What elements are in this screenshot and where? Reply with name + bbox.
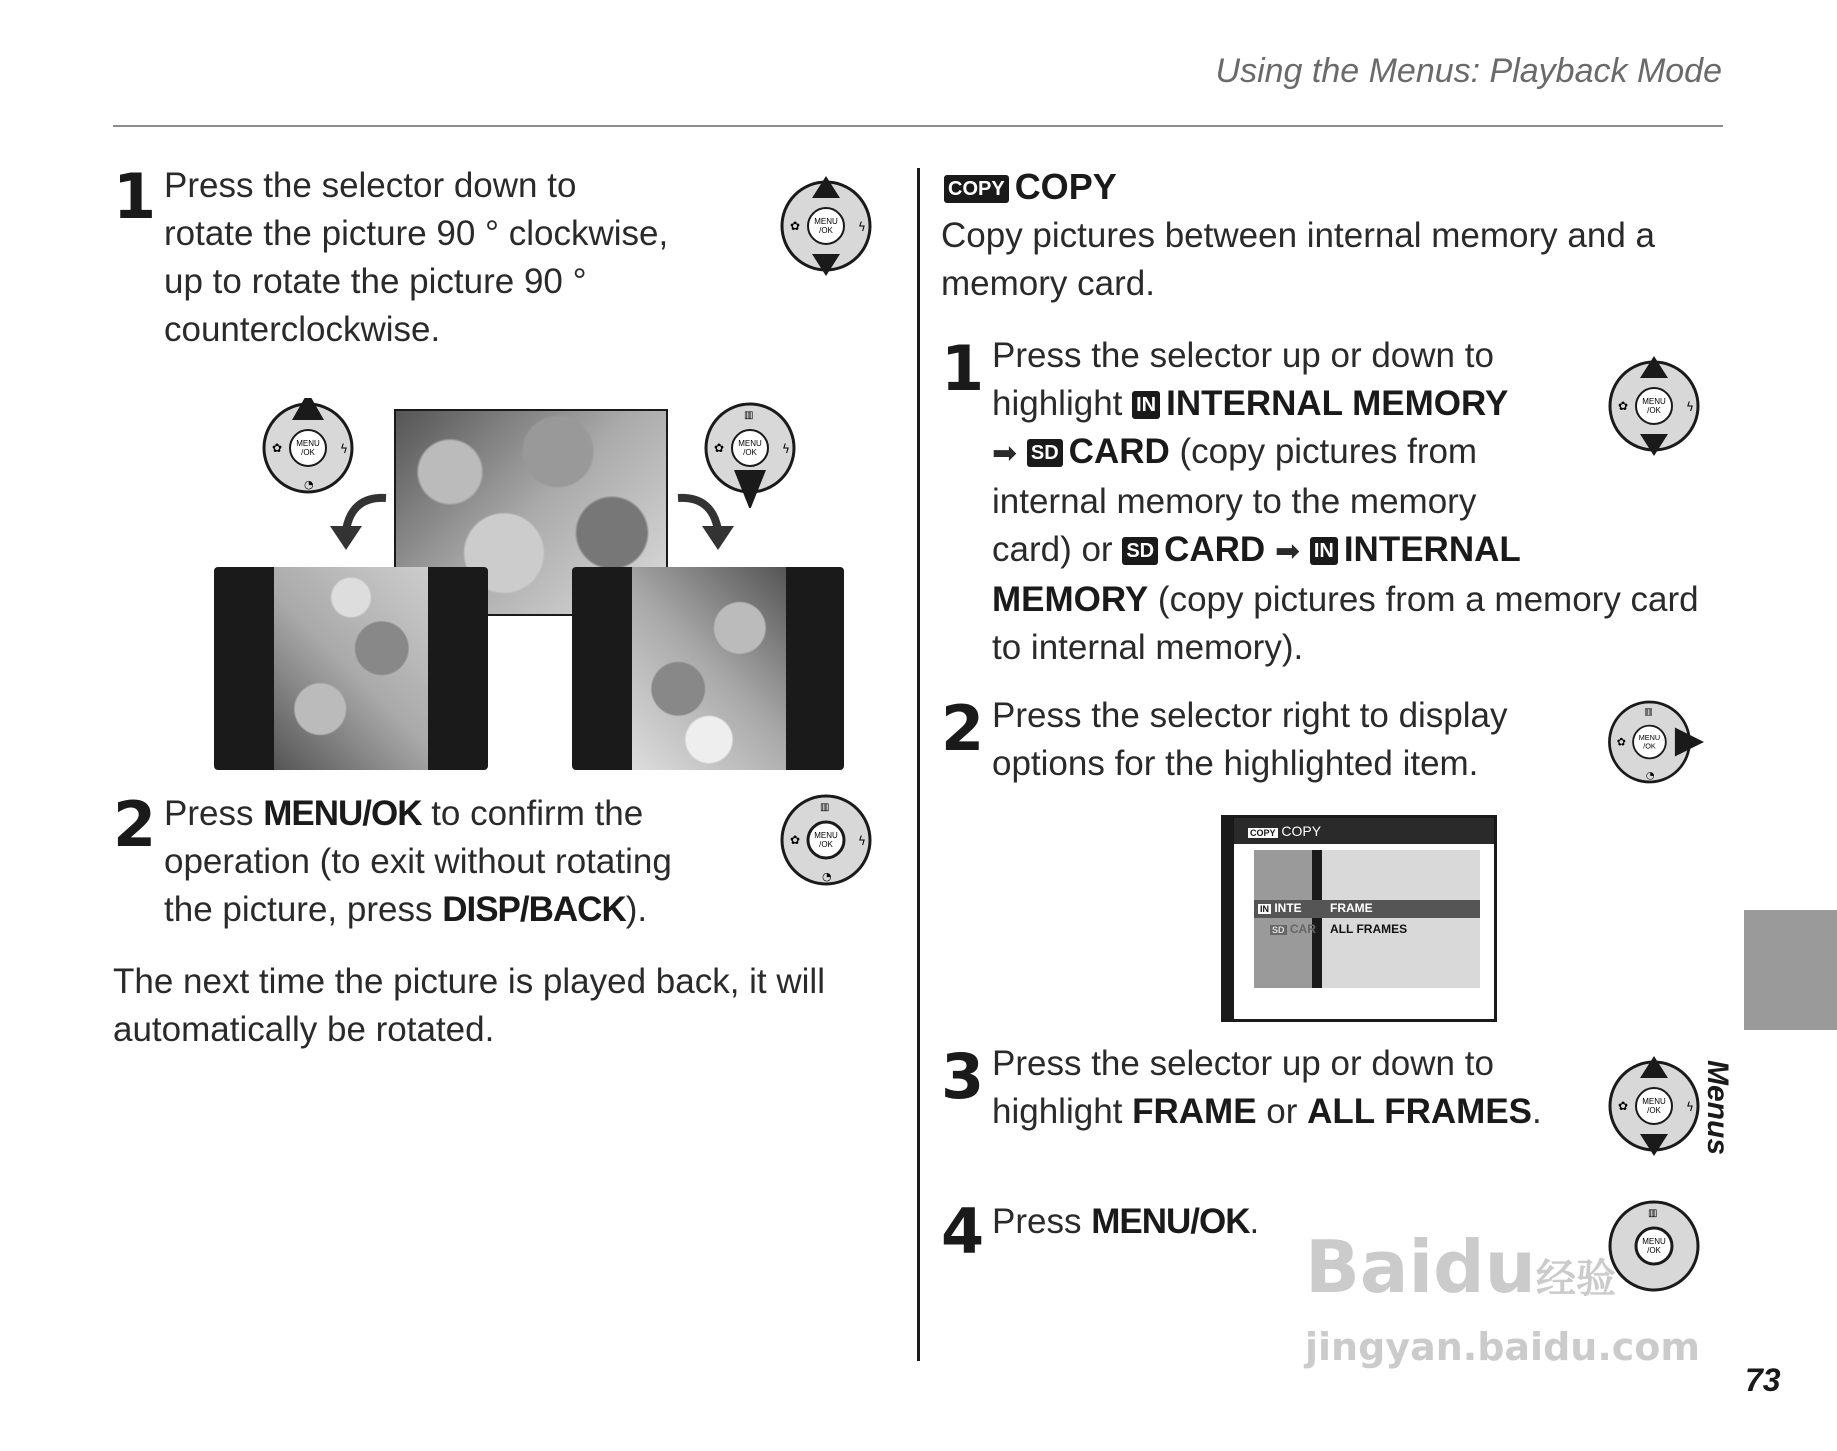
text-span: .: [1249, 1202, 1260, 1241]
selector-up-down-icon: [1604, 356, 1704, 456]
svg-text:✿: ✿: [1618, 1099, 1629, 1113]
section-side-tab: [1744, 910, 1837, 1030]
svg-text:/OK: /OK: [1647, 1106, 1661, 1115]
lcd-row-internal: [1258, 901, 1302, 915]
sd-card-icon: SD: [1027, 439, 1063, 467]
page-header-title: Using the Menus: Playback Mode: [1215, 52, 1722, 90]
text-line: automatically be rotated.: [113, 1010, 495, 1049]
lcd-menu-panel: [1254, 850, 1480, 988]
right-step4-text: [992, 1198, 1259, 1246]
all-frames-keyword: ALL FRAMES: [1307, 1092, 1533, 1131]
text-line: counterclockwise.: [164, 310, 441, 349]
text-span: Press: [164, 794, 264, 833]
text-line: to internal memory).: [992, 628, 1304, 667]
menu-ok-keyword: MENU/OK: [1091, 1202, 1250, 1241]
memory-keyword: MEMORY: [992, 580, 1149, 619]
svg-text:/OK: /OK: [1647, 1246, 1661, 1255]
text-span: Press: [992, 1202, 1092, 1241]
lcd-menu-left: [1254, 850, 1312, 988]
camera-lcd-screen: [1221, 815, 1497, 1022]
selector-center-icon: [776, 790, 876, 890]
svg-text:MENU: MENU: [738, 439, 762, 448]
text-line: Press the selector up or down to: [992, 1044, 1494, 1083]
step-number-2: 2: [113, 788, 157, 861]
column-divider: [917, 168, 920, 1361]
svg-text:MENU: MENU: [1642, 1097, 1666, 1106]
side-tab-label: Menus: [1701, 1060, 1734, 1156]
svg-text:ϟ: ϟ: [782, 442, 790, 456]
text-line: operation (to exit without rotating: [164, 842, 672, 881]
text-span: (copy pictures from a memory card: [1148, 580, 1699, 619]
sd-card-icon: SD: [1272, 925, 1285, 935]
svg-text:/OK: /OK: [1643, 741, 1656, 751]
lcd-row-card: [1270, 922, 1316, 936]
rotated-cw-photo: [632, 567, 786, 770]
internal-memory-icon: IN: [1260, 904, 1269, 914]
disp-back-keyword: DISP/BACK: [442, 890, 626, 929]
svg-text:✿: ✿: [272, 441, 283, 455]
text-line: up to rotate the picture 90 °: [164, 262, 587, 301]
right-step3-text: [992, 1040, 1542, 1136]
watermark-cn-text: 经验: [1535, 1256, 1616, 1302]
selector-up-icon: [258, 398, 358, 498]
right-arrow-icon: ➡: [992, 437, 1018, 470]
selector-right-icon: [1604, 692, 1704, 792]
rotated-ccw-frame: [214, 567, 488, 770]
svg-text:◔: ◔: [304, 478, 314, 491]
svg-text:◔: ◔: [1645, 770, 1655, 782]
svg-text:▥: ▥: [744, 410, 754, 421]
text-line: Copy pictures between internal memory and a: [941, 216, 1655, 255]
lcd-title-bar: [1234, 818, 1494, 844]
svg-text:/OK: /OK: [301, 448, 315, 457]
step-number-1: 1: [941, 332, 985, 405]
section-title-text: COPY: [1014, 166, 1117, 207]
text-span: or: [1256, 1092, 1308, 1131]
lcd-row-label: CAR: [1289, 922, 1316, 936]
lcd-option-all-frames: ALL FRAMES: [1330, 922, 1408, 936]
text-span: highlight: [992, 1092, 1133, 1131]
step-number-2: 2: [941, 692, 985, 765]
step-number-4: 4: [941, 1195, 985, 1268]
svg-text:MENU: MENU: [1638, 733, 1661, 743]
text-span: .: [1532, 1092, 1542, 1131]
svg-text:ϟ: ϟ: [858, 834, 866, 848]
rotated-cw-frame: [572, 567, 844, 770]
svg-text:ϟ: ϟ: [1686, 400, 1694, 414]
text-line: internal memory to the memory: [992, 482, 1477, 521]
text-line: options for the highlighted item.: [992, 744, 1479, 783]
text-span: (copy pictures from: [1169, 432, 1478, 471]
text-span: ).: [625, 890, 648, 929]
svg-text:/OK: /OK: [1647, 406, 1661, 415]
step-number-3: 3: [941, 1040, 985, 1113]
rotated-ccw-photo: [274, 567, 428, 770]
copy-icon: COPY: [944, 175, 1009, 203]
copy-description: [941, 212, 1655, 308]
text-line: rotate the picture 90 ° clockwise,: [164, 214, 669, 253]
text-line: Press the selector down to: [164, 166, 577, 205]
text-line: Press the selector up or down to: [992, 336, 1494, 375]
internal-memory-icon: IN: [1310, 537, 1338, 565]
svg-text:✿: ✿: [790, 833, 801, 847]
rotate-clockwise-arrow-icon: [672, 490, 742, 552]
svg-text:/OK: /OK: [819, 840, 833, 849]
svg-text:✿: ✿: [1616, 735, 1626, 749]
internal-keyword: INTERNAL: [1343, 530, 1521, 569]
menu-ok-keyword: MENU/OK: [263, 794, 422, 833]
internal-memory-icon: IN: [1132, 391, 1160, 419]
selector-center-icon: [1604, 1196, 1704, 1296]
card-keyword: CARD: [1068, 432, 1170, 471]
copy-section-title: [944, 166, 1117, 208]
svg-text:✿: ✿: [714, 441, 725, 455]
lcd-title: COPY: [1281, 823, 1322, 839]
internal-memory-keyword: INTERNAL MEMORY: [1166, 384, 1509, 423]
right-arrow-icon: ➡: [1274, 535, 1301, 568]
text-span: card) or: [992, 530, 1123, 569]
text-span: to confirm the: [421, 794, 644, 833]
header-rule: [113, 125, 1723, 127]
svg-text:✿: ✿: [790, 219, 801, 233]
svg-text:ϟ: ϟ: [1686, 1100, 1694, 1114]
left-step2-text: [164, 790, 672, 934]
lcd-left-bar: [1224, 818, 1234, 1019]
left-step1-text: [164, 162, 668, 354]
frame-keyword: FRAME: [1132, 1092, 1257, 1131]
svg-text:MENU: MENU: [814, 831, 838, 840]
svg-text:ϟ: ϟ: [858, 220, 866, 234]
svg-text:✿: ✿: [1618, 399, 1629, 413]
svg-text:MENU: MENU: [296, 439, 320, 448]
rotate-counterclockwise-arrow-icon: [322, 490, 392, 552]
text-line: The next time the picture is played back, it will: [113, 962, 825, 1001]
text-line: Press the selector right to display: [992, 696, 1508, 735]
svg-text:▥: ▥: [1644, 707, 1653, 718]
right-step2-text: [992, 692, 1508, 788]
svg-text:MENU: MENU: [814, 217, 838, 226]
watermark-url: jingyan.baidu.com: [1305, 1325, 1700, 1369]
step-number-1: 1: [113, 160, 157, 233]
watermark-brand: [1305, 1225, 1616, 1309]
svg-text:/OK: /OK: [819, 226, 833, 235]
rotation-note: [113, 958, 825, 1054]
selector-up-down-icon: [776, 176, 876, 276]
lcd-menu-divider: [1312, 850, 1322, 988]
text-span: highlight: [992, 384, 1133, 423]
text-span: the picture, press: [164, 890, 443, 929]
lcd-row-label: INTE: [1274, 901, 1302, 915]
sd-card-icon: SD: [1122, 537, 1158, 565]
svg-text:ϟ: ϟ: [340, 442, 348, 456]
svg-text:▥: ▥: [1648, 1208, 1658, 1219]
copy-icon: COPY: [1250, 828, 1276, 838]
selector-up-down-icon: [1604, 1056, 1704, 1156]
svg-text:/OK: /OK: [743, 448, 757, 457]
page-number: 73: [1745, 1362, 1781, 1398]
svg-text:MENU: MENU: [1642, 397, 1666, 406]
lcd-option-frame: FRAME: [1330, 901, 1373, 915]
watermark-brand-text: Baidu: [1305, 1225, 1536, 1309]
svg-text:▥: ▥: [820, 802, 830, 813]
card-keyword: CARD: [1164, 530, 1266, 569]
svg-text:MENU: MENU: [1642, 1237, 1666, 1246]
text-line: memory card.: [941, 264, 1155, 303]
svg-text:◔: ◔: [822, 870, 832, 883]
